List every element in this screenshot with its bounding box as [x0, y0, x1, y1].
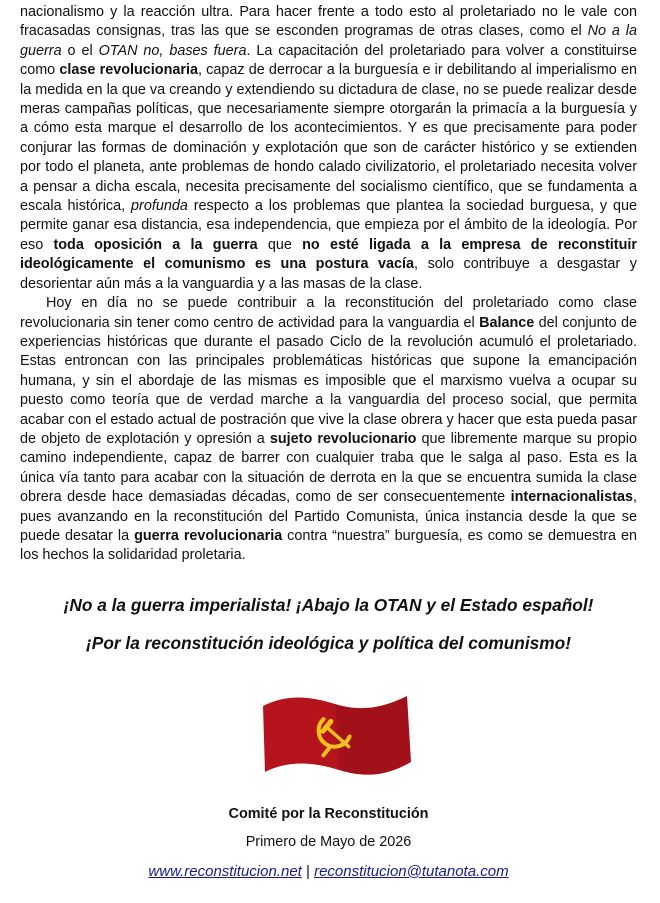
bold-term: internacionalistas [510, 489, 633, 506]
bold-term: guerra revolucionaria [134, 527, 283, 544]
text-run: nacionalismo y la reacción ultra. Para hacer frente a todo esto al proletariado no le vale con fracasadas consignas, tras las que se esconden programas de otras clases, como el [20, 4, 637, 40]
text-run: que libremente marque su propio camino independiente, capaz de barrer con cualquier traba que le salga al paso. Esta es la única vía tanto para acabar con la situación de derrota en la que se encuentra sumida la clase obrera desde hace demasiadas décadas, como de ser consecuentemente [20, 430, 637, 506]
bold-term: Balance [479, 314, 535, 331]
bold-term: no esté ligada a la empresa de reconstituir ideológicamente el comunismo es una postura vacía [20, 236, 637, 273]
text-run: respecto a los problemas que plantea la sociedad burguesa, y que permite ganar esa distancia, esa independencia, que empieza por el ámbito de la ideología. Por eso [20, 198, 637, 253]
text-run: , capaz de derrocar a la burguesía e ir debilitando al imperialismo en la medida en la que va creando y extendiendo su dictadura de clase, no se puede realizar desde meras campañas políticas, que necesariamente siempre otorgarán la primacía a la burguesía y a cómo esta marque el desarrollo de los acontecimientos. Y es que precisamente para poder conjurar las formas de dominación y explotación que son de carácter histórico y se extienden por todo el planeta, ante problemas de hondo calado civilizatorio, el proletariado necesita volver a pensar a dicha escala, necesita precisamente del socialismo científico, que se fundamenta a escala histórica, [20, 62, 637, 215]
website-link[interactable]: www.reconstitucion.net [148, 862, 302, 880]
slogan-war: ¡No a la guerra imperialista! ¡Abajo la OTAN y el Estado español! [63, 594, 594, 615]
text-run: . La capacitación del proletariado para volver a constituirse como [20, 42, 637, 79]
text-run: del conjunto de experiencias históricas que durante el pasado Ciclo de la revolución acumuló el proletariado. Estas entroncan con las principales problemáticas históricas que supone la emancipación humana, y sin el abordaje de las mismas es imposible que el marxismo vuelva a ocupar su puesto como teoría que de verdad marche a la vanguardia del proceso social, que permita acabar con el estado actual de postración que vive la clase obrera y hacer que esta pueda pasar de objeto de explotación y opresión a [20, 314, 637, 447]
bold-term: clase revolucionaria [59, 62, 198, 79]
contact-links [20, 863, 637, 880]
flag-fold-shade [335, 696, 411, 775]
slogans [20, 594, 637, 654]
organization-name: Comité por la Reconstitución [228, 805, 429, 822]
italic-slogan: OTAN no, bases fuera [98, 42, 247, 59]
italic-term: profunda [131, 198, 188, 215]
text-run: , solo contribuye a desgastar y desorientar aún más a la vanguardia y a las masas de la clase. [20, 256, 637, 292]
document-page [20, 0, 637, 880]
bold-term: toda oposición a la guerra [53, 236, 258, 253]
flag-container [20, 692, 637, 792]
link-separator: | [306, 862, 310, 880]
text-run: contra “nuestra” burguesía, es como se demuestra en los hechos la solidaridad proletaria. [20, 527, 637, 564]
italic-slogan: No a la guerra [20, 23, 637, 59]
slogan-reconstitution: ¡Por la reconstitución ideológica y política del comunismo! [86, 632, 571, 653]
text-run: o el [61, 42, 99, 59]
bold-term: sujeto revolucionario [269, 430, 417, 447]
body-paragraph-1 [20, 3, 637, 294]
issue-date: Primero de Mayo de 2026 [245, 833, 412, 850]
text-run: , pues avanzando en la reconstitución del Partido Comunista, única instancia desde la que se puede desatar la [20, 489, 637, 544]
body-paragraph-2 [20, 294, 637, 566]
email-link[interactable]: reconstitucion@tutanota.com [314, 862, 509, 880]
text-run: Hoy en día no se puede contribuir a la reconstitución del proletariado como clase revolucionaria sin tener como centro de actividad para la vanguardia el [20, 295, 637, 331]
hammer-and-sickle-flag-icon [257, 692, 417, 784]
text-run: que [257, 236, 303, 253]
